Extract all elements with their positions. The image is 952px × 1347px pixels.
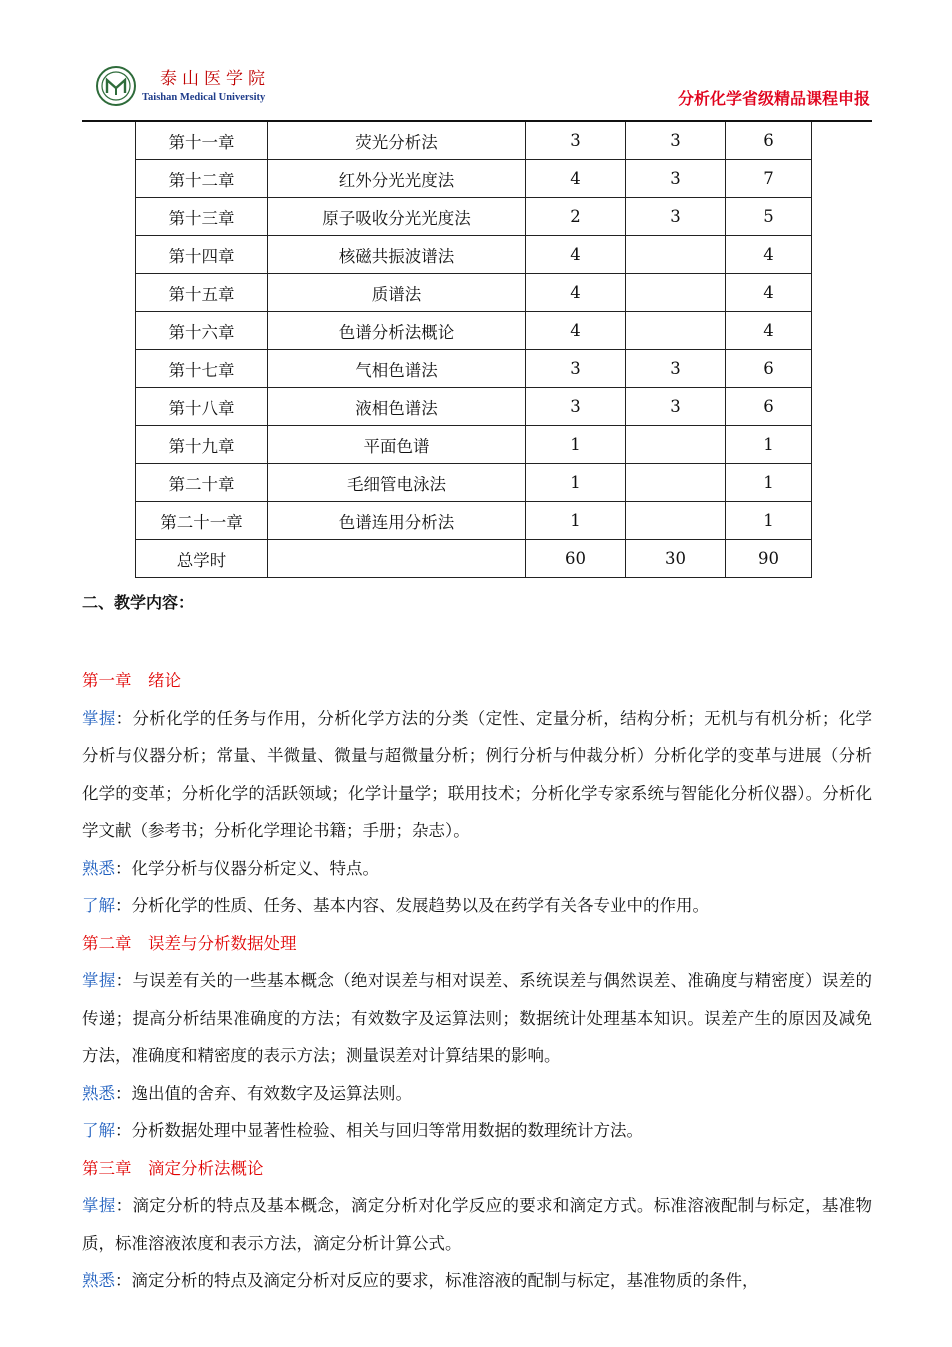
total-hours-cell: 4 [726,274,812,312]
teaching-content [82,662,872,1300]
lab-hours-cell [626,426,726,464]
title-cell: 气相色谱法 [268,350,526,388]
course-hours-table [135,122,812,578]
title-cell: 原子吸收分光光度法 [268,198,526,236]
requirement-text: ：分析数据处理中显著性检验、相关与回归等常用数据的数理统计方法。 [115,1121,643,1140]
lecture-hours-cell: 3 [526,122,626,160]
chapter-cell: 第十三章 [136,198,268,236]
chapter-cell: 第十二章 [136,160,268,198]
total-hours-cell: 90 [726,540,812,578]
total-hours-cell: 4 [726,312,812,350]
requirement-label: 熟悉 [82,858,115,878]
university-name-cn: 泰山医学院 [160,69,270,89]
title-cell: 红外分光光度法 [268,160,526,198]
total-hours-cell: 1 [726,502,812,540]
total-hours-cell: 6 [726,122,812,160]
title-cell: 质谱法 [268,274,526,312]
lab-hours-cell: 30 [626,540,726,578]
requirement-paragraph [82,1262,872,1300]
requirement-paragraph [82,887,872,925]
requirement-text: ：化学分析与仪器分析定义、特点。 [115,858,379,878]
requirement-paragraph [82,850,872,888]
title-cell: 核磁共振波谱法 [268,236,526,274]
total-hours-cell: 6 [726,388,812,426]
table-row [136,426,812,464]
chapter-heading: 第三章 滴定分析法概论 [82,1158,264,1178]
lecture-hours-cell: 4 [526,160,626,198]
lab-hours-cell [626,236,726,274]
lab-hours-cell [626,312,726,350]
lab-hours-cell [626,502,726,540]
lab-hours-cell: 3 [626,122,726,160]
lab-hours-cell: 3 [626,198,726,236]
page-header [0,0,952,124]
table-row [136,464,812,502]
requirement-label: 了解 [82,896,115,915]
lab-hours-cell [626,464,726,502]
title-cell: 平面色谱 [268,426,526,464]
chapter-cell: 第二十章 [136,464,268,502]
chapter-cell: 第十六章 [136,312,268,350]
lab-hours-cell: 3 [626,350,726,388]
requirement-text: ：分析化学的任务与作用，分析化学方法的分类（定性、定量分析，结构分析；无机与有机分析；化学分析与仪器分析；常量、半微量、微量与超微量分析；例行分析与仲裁分析）分析化学的变革与进展（分析化学的变革；分析化学的活跃领域；化学计量学；联用技术；分析化学专家系统与智能化分析仪器）。分析化学文献（参考书；分析化学理论书籍；手册；杂志）。 [82,708,873,840]
requirement-label: 熟悉 [82,1083,115,1103]
chapter-cell: 第二十一章 [136,502,268,540]
requirement-text: ：滴定分析的特点及滴定分析对反应的要求，标准溶液的配制与标定，基准物质的条件， [115,1271,759,1290]
lecture-hours-cell: 3 [526,350,626,388]
requirement-paragraph [82,1075,872,1113]
lab-hours-cell: 3 [626,160,726,198]
requirement-paragraph [82,1187,872,1262]
requirement-label: 熟悉 [82,1271,115,1290]
title-cell: 毛细管电泳法 [268,464,526,502]
table-row [136,236,812,274]
table-row [136,540,812,578]
total-hours-cell: 7 [726,160,812,198]
chapter-cell: 第十九章 [136,426,268,464]
chapter-cell: 第十五章 [136,274,268,312]
title-cell: 荧光分析法 [268,122,526,160]
total-hours-cell: 1 [726,426,812,464]
table-row [136,312,812,350]
title-cell: 液相色谱法 [268,388,526,426]
title-cell: 色谱连用分析法 [268,502,526,540]
lecture-hours-cell: 4 [526,236,626,274]
lab-hours-cell [626,274,726,312]
requirement-text: ：分析化学的性质、任务、基本内容、发展趋势以及在药学有关各专业中的作用。 [115,896,709,915]
table-row [136,198,812,236]
total-hours-cell: 5 [726,198,812,236]
requirement-text: ：滴定分析的特点及基本概念，滴定分析对化学反应的要求和滴定方式。标准溶液配制与标定，基准物质，标准溶液浓度和表示方法，滴定分析计算公式。 [82,1196,873,1253]
lecture-hours-cell: 4 [526,274,626,312]
table-row [136,502,812,540]
requirement-label: 掌握 [82,1196,116,1215]
requirement-paragraph [82,700,872,850]
chapter-cell: 第十八章 [136,388,268,426]
total-hours-cell: 6 [726,350,812,388]
title-cell [268,540,526,578]
lecture-hours-cell: 3 [526,388,626,426]
title-cell: 色谱分析法概论 [268,312,526,350]
lab-hours-cell: 3 [626,388,726,426]
requirement-label: 掌握 [82,971,116,990]
lecture-hours-cell: 1 [526,502,626,540]
table-row [136,122,812,160]
table-row [136,160,812,198]
requirement-paragraph [82,962,872,1075]
requirement-label: 掌握 [82,708,116,728]
table-row [136,388,812,426]
chapter-cell: 第十四章 [136,236,268,274]
requirement-label: 了解 [82,1121,115,1140]
chapter-heading: 第一章 绪论 [82,671,181,690]
total-hours-cell: 1 [726,464,812,502]
table-row [136,350,812,388]
chapter-cell: 总学时 [136,540,268,578]
lecture-hours-cell: 1 [526,464,626,502]
lecture-hours-cell: 1 [526,426,626,464]
table-row [136,274,812,312]
lecture-hours-cell: 2 [526,198,626,236]
requirement-text: ：逸出值的舍弃、有效数字及运算法则。 [115,1083,412,1103]
total-hours-cell: 4 [726,236,812,274]
chapter-cell: 第十一章 [136,122,268,160]
requirement-paragraph [82,1112,872,1150]
lecture-hours-cell: 60 [526,540,626,578]
lecture-hours-cell: 4 [526,312,626,350]
chapter-heading: 第二章 误差与分析数据处理 [82,933,297,953]
requirement-text: ：与误差有关的一些基本概念（绝对误差与相对误差、系统误差与偶然误差、准确度与精密度）误差的传递；提高分析结果准确度的方法；有效数字及运算法则；数据统计处理基本知识。误差产生的原因及减免方法，准确度和精密度的表示方法；测量误差对计算结果的影响。 [82,971,873,1065]
university-seal-icon [96,66,136,106]
university-name-en: Taishan Medical University [142,92,266,103]
section-title: 二、教学内容： [82,593,195,612]
chapter-cell: 第十七章 [136,350,268,388]
header-title: 分析化学省级精品课程申报 [677,89,870,108]
